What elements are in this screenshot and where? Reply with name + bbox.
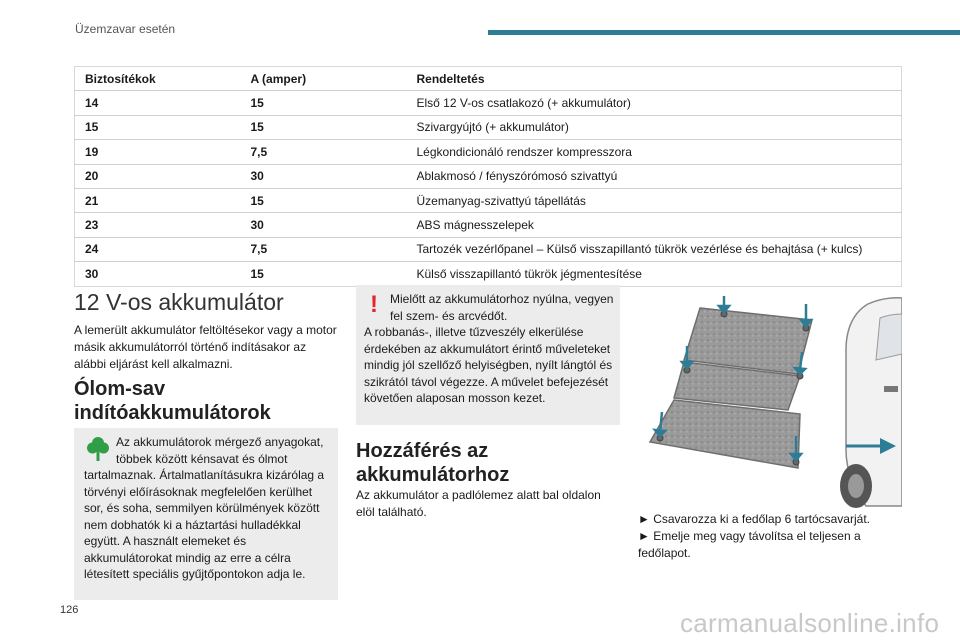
table-header-row bbox=[75, 67, 902, 91]
battery-intro-text: A lemerült akkumulátor feltöltésekor vagy a motor másik akkumulátorról történő indításakor az alábbi eljárást kell alkalmazni. bbox=[74, 323, 337, 371]
function-cell: Ablakmosó / fényszórómosó szivattyú bbox=[407, 164, 902, 188]
function-cell: Üzemanyag-szivattyú tápellátás bbox=[407, 188, 902, 212]
function-cell: Légkondicionáló rendszer kompresszora bbox=[407, 140, 902, 164]
function-cell: ABS mágnesszelepek bbox=[407, 213, 902, 237]
fuse-table bbox=[74, 66, 902, 287]
fuse-cell: 15 bbox=[75, 115, 241, 139]
fuse-cell: 14 bbox=[75, 91, 241, 115]
table-row bbox=[75, 140, 902, 164]
environment-note-box bbox=[74, 428, 338, 600]
amp-cell: 7,5 bbox=[241, 140, 407, 164]
function-cell: Szivargyújtó (+ akkumulátor) bbox=[407, 115, 902, 139]
function-cell: Külső visszapillantó tükrök jégmentesítése bbox=[407, 262, 902, 286]
amp-cell: 15 bbox=[241, 188, 407, 212]
battery-access-text: Az akkumulátor a padlólemez alatt bal oldalon elöl található. bbox=[356, 488, 601, 519]
table-row bbox=[75, 91, 902, 115]
amp-cell: 15 bbox=[241, 91, 407, 115]
amp-cell: 30 bbox=[241, 213, 407, 237]
fuse-cell: 20 bbox=[75, 164, 241, 188]
watermark: carmanualsonline.info bbox=[680, 608, 940, 638]
table-row bbox=[75, 188, 902, 212]
floor-panel-illustration bbox=[640, 290, 902, 508]
subtitle-battery-access: Hozzáférés az akkumulátorhoz bbox=[356, 440, 510, 486]
table-row bbox=[75, 164, 902, 188]
col-header-amp: A (amper) bbox=[250, 71, 307, 86]
fuse-cell: 24 bbox=[75, 237, 241, 261]
amp-cell: 30 bbox=[241, 164, 407, 188]
table-row bbox=[75, 237, 902, 261]
subtitle-lead-acid: Ólom-sav indítóakkumulátorok bbox=[74, 378, 271, 424]
fuse-cell: 19 bbox=[75, 140, 241, 164]
warning-icon: ! bbox=[370, 291, 378, 318]
fuse-cell: 23 bbox=[75, 213, 241, 237]
section-title-battery: 12 V-os akkumulátor bbox=[74, 289, 284, 315]
amp-cell: 15 bbox=[241, 115, 407, 139]
fuse-cell: 21 bbox=[75, 188, 241, 212]
header-accent-bar bbox=[488, 30, 960, 35]
col-header-fuse: Biztosítékok bbox=[85, 71, 156, 86]
amp-cell: 7,5 bbox=[241, 237, 407, 261]
col-header-function: Rendeltetés bbox=[416, 71, 485, 86]
running-header: Üzemzavar esetén bbox=[75, 22, 176, 36]
table-row bbox=[75, 262, 902, 286]
table-row bbox=[75, 213, 902, 237]
function-cell: Első 12 V-os csatlakozó (+ akkumulátor) bbox=[407, 91, 902, 115]
table-row bbox=[75, 115, 902, 139]
fuse-cell: 30 bbox=[75, 262, 241, 286]
env-note-text: tartalmaznak. Ártalmatlanításukra kizárólag a törvényi előírásoknak megfelelően kerülhet sor, és soha, semmilyen körülmények között nem dobhatók ki a háztartási hulladékkal együtt. A használt elemeket és akkumulátorokat mindig az erre a célra létesített speciális gyűjtőpontokon adja le. bbox=[84, 468, 325, 581]
warning-first-line: Mielőtt az akkumulátorhoz nyúlna, vegyen fel szem- és arcvédőt. bbox=[390, 292, 614, 323]
env-note-first-line: Az akkumulátorok mérgező anyagokat, többek között kénsavat és ólmot bbox=[116, 435, 324, 466]
steps-list bbox=[638, 511, 902, 562]
step-item: ► Emelje meg vagy távolítsa el teljesen a fedőlapot. bbox=[638, 529, 861, 560]
warning-box bbox=[356, 285, 620, 425]
step-item: ► Csavarozza ki a fedőlap 6 tartócsavarját. bbox=[638, 512, 870, 526]
page-number: 126 bbox=[60, 604, 79, 616]
warning-text: A robbanás-, illetve tűzveszély elkerülése érdekében az akkumulátort érintő műveleteket mindig jól szellőző helyiségben, nyílt lángtól és szikrától távol végezze. A művelet befejezését követően alaposan mosson kezet. bbox=[364, 325, 613, 405]
amp-cell: 15 bbox=[241, 262, 407, 286]
function-cell: Tartozék vezérlőpanel – Külső visszapillantó tükrök vezérlése és behajtása (+ kulcs) bbox=[407, 237, 902, 261]
